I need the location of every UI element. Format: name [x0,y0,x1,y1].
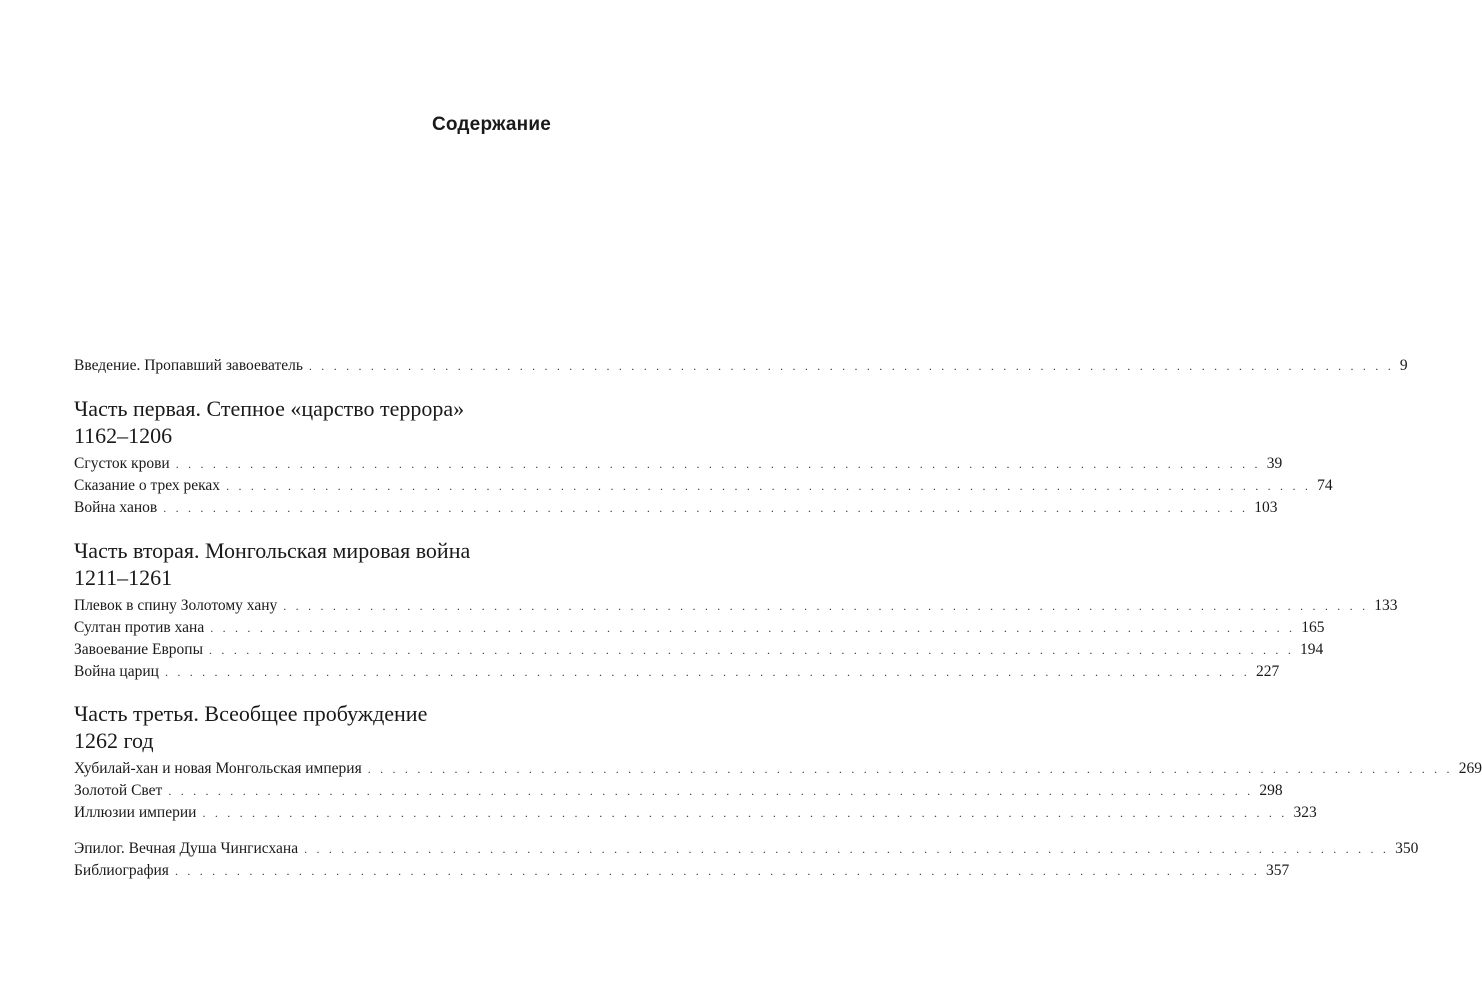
toc-entry-page: 357 [1265,862,1290,879]
dot-leader: . . . . . . . . . . . . . . . . . . . . . . . . . . . . . . . . . . . . . . . . . . . . . . . . . . . . . . . . . . . . . . . . . . . . . . . . . . . . . . . . . . . . . . . . [202,806,1288,820]
dot-leader: . . . . . . . . . . . . . . . . . . . . . . . . . . . . . . . . . . . . . . . . . . . . . . . . . . . . . . . . . . . . . . . . . . . . . . . . . . . . . . . . . . . . . . . . [174,864,1260,878]
toc-entry[interactable] [74,780,1283,802]
part-3-years: 1262 год [74,728,154,753]
toc-entry-bibliography[interactable] [74,860,1290,882]
toc-entry-page: 298 [1259,782,1283,799]
page-title: Содержание [431,114,551,135]
dot-leader: . . . . . . . . . . . . . . . . . . . . . . . . . . . . . . . . . . . . . . . . . . . . . . . . . . . . . . . . . . . . . . . . . . . . . . . . . . . . . . . . . . . . . . . . [308,359,1394,373]
part-2-title-line1: Часть вторая. Монгольская мировая война [74,538,471,563]
dot-leader: . . . . . . . . . . . . . . . . . . . . . . . . . . . . . . . . . . . . . . . . . . . . . . . . . . . . . . . . . . . . . . . . . . . . . . . . . . . . . . . . . . . . . . . . [164,665,1250,679]
toc-entry-title: Хубилай-хан и новая Монгольская империя [74,760,362,777]
toc-entry-title: Плевок в спину Золотому хану [74,597,278,614]
part-2-years: 1211–1261 [74,565,173,590]
toc-entry-page: 103 [1254,499,1278,516]
toc-entry-title: Сказание о трех реках [74,477,221,494]
toc-entry-page: 133 [1374,597,1398,614]
toc-entry[interactable] [74,802,1317,824]
toc-entry-page: 323 [1293,804,1317,821]
toc-entry[interactable] [74,595,1398,617]
toc-entry-title: Золотой Свет [74,782,163,799]
part-1-title-line1: Часть первая. Степное «царство террора» [74,396,465,421]
toc-entry[interactable] [74,617,1325,639]
toc-entry-page: 9 [1399,357,1408,374]
dot-leader: . . . . . . . . . . . . . . . . . . . . . . . . . . . . . . . . . . . . . . . . . . . . . . . . . . . . . . . . . . . . . . . . . . . . . . . . . . . . . . . . . . . . . . . . [209,643,1295,657]
toc-entry-page: 269 [1458,760,1482,777]
toc-entry-title: Война ханов [74,499,158,516]
toc-entry[interactable] [74,758,1482,780]
toc-entry-introduction[interactable] [74,355,1408,377]
dot-leader: . . . . . . . . . . . . . . . . . . . . . . . . . . . . . . . . . . . . . . . . . . . . . . . . . . . . . . . . . . . . . . . . . . . . . . . . . . . . . . . . . . . . . . . . [168,784,1254,798]
dot-leader: . . . . . . . . . . . . . . . . . . . . . . . . . . . . . . . . . . . . . . . . . . . . . . . . . . . . . . . . . . . . . . . . . . . . . . . . . . . . . . . . . . . . . . . . [175,457,1261,471]
dot-leader: . . . . . . . . . . . . . . . . . . . . . . . . . . . . . . . . . . . . . . . . . . . . . . . . . . . . . . . . . . . . . . . . . . . . . . . . . . . . . . . . . . . . . . . . [367,762,1453,776]
dot-leader: . . . . . . . . . . . . . . . . . . . . . . . . . . . . . . . . . . . . . . . . . . . . . . . . . . . . . . . . . . . . . . . . . . . . . . . . . . . . . . . . . . . . . . . . [163,501,1249,515]
part-1-years: 1162–1206 [74,423,173,448]
toc-entry-epilogue[interactable] [74,838,1419,860]
part-3-title [74,700,549,754]
toc-entry[interactable] [74,475,1333,497]
toc-entry[interactable] [74,661,1280,683]
toc-entry[interactable] [74,497,1278,519]
part-1-title [74,395,549,449]
toc-entry-title: Война цариц [74,663,159,680]
part-2-title [74,537,549,591]
toc-entry-page: 194 [1300,641,1324,658]
toc-entry-title: Иллюзии империи [74,804,197,821]
toc-entry-title: Завоевание Европы [74,641,204,658]
toc-entry-title: Введение. Пропавший завоеватель [74,357,303,374]
dot-leader: . . . . . . . . . . . . . . . . . . . . . . . . . . . . . . . . . . . . . . . . . . . . . . . . . . . . . . . . . . . . . . . . . . . . . . . . . . . . . . . . . . . . . . . . [226,479,1312,493]
toc-entry-page: 227 [1255,663,1280,680]
toc-entry-page: 74 [1317,477,1333,494]
toc-entry-title: Эпилог. Вечная Душа Чингисхана [74,840,299,857]
dot-leader: . . . . . . . . . . . . . . . . . . . . . . . . . . . . . . . . . . . . . . . . . . . . . . . . . . . . . . . . . . . . . . . . . . . . . . . . . . . . . . . . . . . . . . . . [210,621,1296,635]
toc-entry[interactable] [74,453,1283,475]
toc-entry[interactable] [74,639,1324,661]
toc-entry-title: Султан против хана [74,619,205,636]
toc-entry-page: 165 [1301,619,1325,636]
dot-leader: . . . . . . . . . . . . . . . . . . . . . . . . . . . . . . . . . . . . . . . . . . . . . . . . . . . . . . . . . . . . . . . . . . . . . . . . . . . . . . . . . . . . . . . . [283,599,1369,613]
toc-entry-title: Библиография [74,862,169,879]
dot-leader: . . . . . . . . . . . . . . . . . . . . . . . . . . . . . . . . . . . . . . . . . . . . . . . . . . . . . . . . . . . . . . . . . . . . . . . . . . . . . . . . . . . . . . . . [304,842,1390,856]
toc-entry-page: 350 [1395,840,1419,857]
toc-entry-title: Сгусток крови [74,455,170,472]
part-3-title-line1: Часть третья. Всеобщее пробуждение [74,701,428,726]
toc-entry-page: 39 [1266,455,1283,472]
